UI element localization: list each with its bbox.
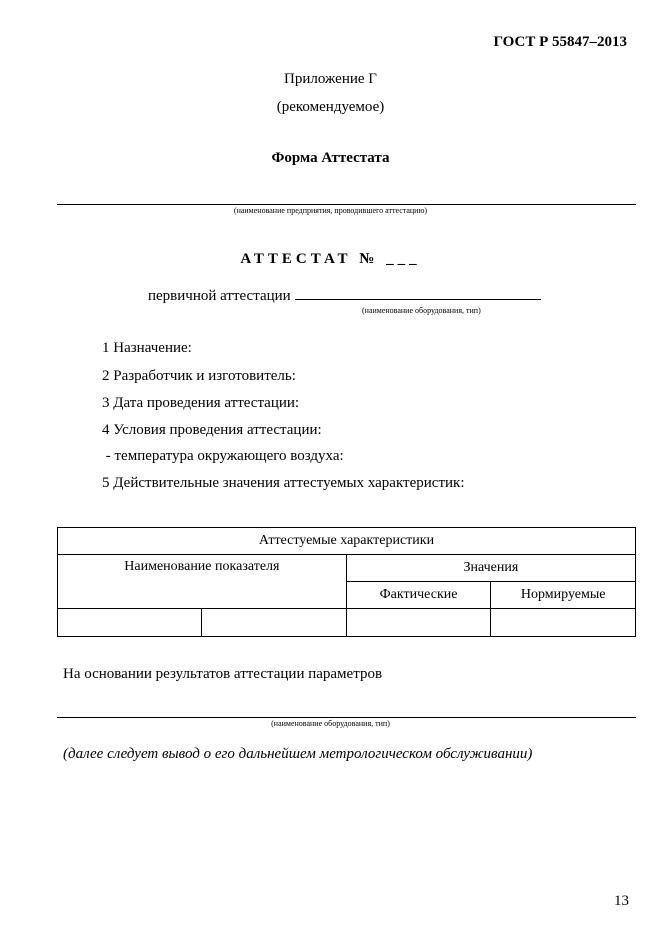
indicator-name-header: Наименование показателя [58, 555, 347, 609]
form-title: Форма Аттестата [271, 150, 390, 166]
equipment-caption: (наименование оборудования, тип) [362, 306, 481, 315]
item-date: 3 Дата проведения аттестации: [102, 395, 300, 411]
primary-attestation-label: первичной аттестации [148, 288, 291, 304]
values-header: Значения [346, 555, 635, 582]
equipment-name-blank [295, 287, 541, 300]
standard-code: ГОСТ Р 55847–2013 [493, 34, 627, 50]
attestat-heading: АТТЕСТАТ № ___ [240, 251, 421, 267]
basis-equipment-line [57, 717, 636, 718]
actual-values-header: Фактические [346, 582, 491, 609]
normative-values-header: Нормируемые [491, 582, 636, 609]
enterprise-caption: (наименование предприятия, проводившего аттестацию) [233, 206, 428, 215]
item-conditions: 4 Условия проведения аттестации: [102, 422, 322, 438]
item-values: 5 Действительные значения аттестуемых характеристик: [102, 475, 465, 491]
page-number: 13 [614, 893, 629, 909]
appendix-note: (рекомендуемое) [276, 99, 385, 115]
enterprise-name-line [57, 204, 636, 205]
characteristics-table [57, 527, 636, 637]
primary-attestation-line [148, 287, 541, 305]
basis-text: На основании результатов аттестации параметров [63, 666, 383, 682]
table-cell-empty [491, 609, 636, 637]
appendix-title: Приложение Г [284, 71, 377, 87]
item-temperature: - температура окружающего воздуха: [102, 448, 344, 464]
item-developer: 2 Разработчик и изготовитель: [102, 368, 296, 384]
table-cell-empty [58, 609, 202, 637]
conclusion-text: (далее следует вывод о его дальнейшем метрологическом обслуживании) [63, 746, 533, 762]
item-purpose: 1 Назначение: [102, 340, 192, 356]
table-cell-empty [346, 609, 491, 637]
table-cell-empty [202, 609, 346, 637]
basis-caption: (наименование оборудования, тип) [271, 719, 390, 728]
table-title-cell: Аттестуемые характеристики [58, 528, 636, 555]
